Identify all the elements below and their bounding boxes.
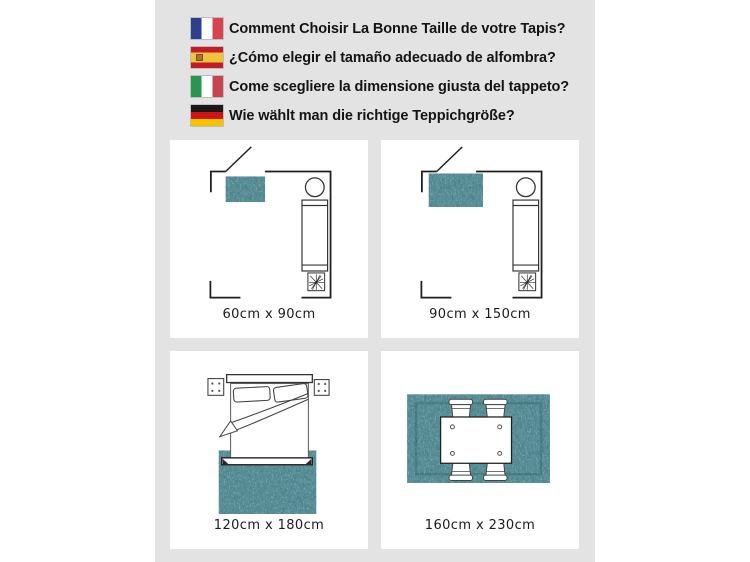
question-row-french [191, 18, 569, 39]
question-text-spanish: ¿Cómo elegir el tamaño adecuado de alfombra? [229, 49, 556, 66]
stool-icon [516, 178, 535, 197]
bedroom-diagram [170, 351, 368, 514]
card-rug-160x230 [381, 351, 579, 549]
rug-size-label: 60cm x 90cm [222, 307, 316, 323]
stool-icon [305, 178, 324, 197]
plant-icon [308, 273, 325, 291]
console-bench [302, 200, 328, 271]
chair-bottom-left [449, 462, 473, 480]
dining-diagram [381, 351, 579, 514]
teal-rug [226, 176, 265, 202]
question-text-italian: Come scegliere la dimensione giusta del tappeto? [229, 78, 570, 95]
dining-table [441, 417, 512, 463]
question-row-italian [191, 76, 569, 97]
language-questions-header [191, 18, 569, 126]
question-text-french: Comment Choisir La Bonne Taille de votre Tapis? [229, 20, 566, 37]
question-text-german: Wie wählt man die richtige Teppichgröße? [229, 107, 515, 124]
rug-size-label: 160cm x 230cm [424, 518, 536, 534]
chair-bottom-right [483, 462, 507, 480]
plant-icon [519, 273, 536, 291]
question-row-spanish [191, 47, 569, 68]
italy-flag-icon [191, 76, 223, 97]
entryway-floorplan-small-rug [170, 140, 368, 303]
door-swing-line [226, 147, 252, 172]
france-flag-icon [191, 18, 223, 39]
entryway-floorplan-large-rug [381, 140, 579, 303]
germany-flag-icon [191, 105, 223, 126]
question-row-german [191, 105, 569, 126]
rug-size-label: 120cm x 180cm [213, 518, 325, 534]
rug-size-label: 90cm x 150cm [429, 307, 531, 323]
pillow-left [233, 386, 270, 402]
console-bench [513, 200, 539, 271]
card-rug-60x90 [170, 140, 368, 338]
headboard [227, 375, 313, 383]
nightstand-left [208, 379, 224, 396]
teal-rug [429, 173, 483, 206]
content-panel [155, 0, 595, 562]
card-rug-90x150 [381, 140, 579, 338]
chair-top-left [449, 399, 473, 418]
size-examples-grid [170, 140, 579, 549]
door-swing-line [437, 147, 463, 172]
footboard [222, 458, 313, 465]
nightstand-right [314, 380, 329, 396]
card-rug-120x180 [170, 351, 368, 549]
chair-top-right [483, 399, 507, 418]
spain-flag-icon [191, 47, 223, 68]
